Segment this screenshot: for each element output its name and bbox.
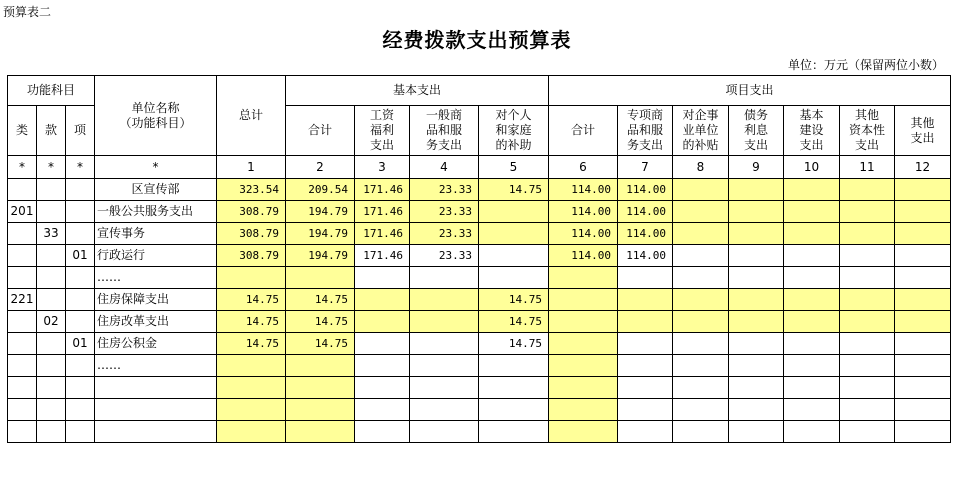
index-cell: 9: [729, 156, 784, 179]
amount-cell: [410, 289, 479, 311]
amount-cell: [729, 421, 784, 443]
unit-name-line1: 单位名称: [131, 100, 180, 115]
amount-cell: 14.75: [217, 311, 286, 333]
code-xiang: [66, 201, 95, 223]
amount-cell: 114.00: [618, 245, 673, 267]
amount-cell: 114.00: [549, 179, 618, 201]
amount-cell: 323.54: [217, 179, 286, 201]
col-kuan: 款: [37, 106, 66, 156]
sheet-label: 预算表二: [3, 5, 52, 19]
code-lei: 221: [8, 289, 37, 311]
amount-cell: 114.00: [549, 245, 618, 267]
amount-cell: [840, 421, 895, 443]
amount-cell: [217, 377, 286, 399]
col-basic-subtotal: 合计: [286, 106, 355, 156]
amount-cell: [618, 421, 673, 443]
amount-cell: [673, 289, 729, 311]
index-cell: *: [37, 156, 66, 179]
table-row: [8, 201, 951, 223]
amount-cell: [479, 267, 549, 289]
index-cell: 10: [784, 156, 840, 179]
code-lei: [8, 179, 37, 201]
amount-cell: [549, 333, 618, 355]
amount-cell: 14.75: [286, 289, 355, 311]
amount-cell: [355, 377, 410, 399]
code-xiang: [66, 223, 95, 245]
amount-cell: 171.46: [355, 223, 410, 245]
amount-cell: [549, 289, 618, 311]
amount-cell: [840, 179, 895, 201]
table-row: [8, 333, 951, 355]
unit-name-cell: 行政运行: [95, 245, 217, 267]
col-wage: 工资 福利 支出: [355, 106, 410, 156]
amount-cell: 14.75: [479, 289, 549, 311]
amount-cell: [784, 179, 840, 201]
index-cell: 11: [840, 156, 895, 179]
index-cell: *: [66, 156, 95, 179]
amount-cell: [840, 289, 895, 311]
amount-cell: [673, 223, 729, 245]
amount-cell: [729, 311, 784, 333]
amount-cell: 14.75: [286, 333, 355, 355]
amount-cell: [549, 267, 618, 289]
code-kuan: [37, 399, 66, 421]
code-lei: [8, 377, 37, 399]
code-kuan: [37, 201, 66, 223]
amount-cell: [549, 355, 618, 377]
code-kuan: [37, 267, 66, 289]
code-kuan: 02: [37, 311, 66, 333]
table-row: [8, 245, 951, 267]
amount-cell: [840, 333, 895, 355]
col-special-goods: 专项商 品和服 务支出: [618, 106, 673, 156]
amount-cell: [673, 267, 729, 289]
amount-cell: 114.00: [549, 201, 618, 223]
amount-cell: [479, 355, 549, 377]
amount-cell: [618, 333, 673, 355]
unit-name-cell: ……: [95, 355, 217, 377]
amount-cell: [895, 333, 951, 355]
amount-cell: 171.46: [355, 245, 410, 267]
amount-cell: [286, 267, 355, 289]
amount-cell: 171.46: [355, 201, 410, 223]
amount-cell: 308.79: [217, 201, 286, 223]
table-row: [8, 179, 951, 201]
amount-cell: [410, 355, 479, 377]
amount-cell: [729, 223, 784, 245]
code-lei: [8, 311, 37, 333]
amount-cell: 14.75: [479, 311, 549, 333]
amount-cell: [355, 267, 410, 289]
amount-cell: 194.79: [286, 245, 355, 267]
code-lei: [8, 421, 37, 443]
budget-table: [7, 75, 951, 443]
amount-cell: [479, 377, 549, 399]
amount-cell: [784, 223, 840, 245]
amount-cell: [895, 267, 951, 289]
index-cell: *: [8, 156, 37, 179]
amount-cell: [729, 399, 784, 421]
index-cell: 4: [410, 156, 479, 179]
amount-cell: [784, 201, 840, 223]
amount-cell: [840, 399, 895, 421]
index-cell: 5: [479, 156, 549, 179]
table-row: [8, 399, 951, 421]
index-cell: 6: [549, 156, 618, 179]
amount-cell: [618, 355, 673, 377]
code-lei: [8, 399, 37, 421]
amount-cell: [479, 399, 549, 421]
code-xiang: [66, 421, 95, 443]
code-lei: [8, 245, 37, 267]
amount-cell: [673, 179, 729, 201]
amount-cell: [618, 377, 673, 399]
total-header: 总计: [217, 76, 286, 156]
unit-note: 单位：万元（保留两位小数）: [787, 58, 944, 72]
table-row: [8, 311, 951, 333]
col-lei: 类: [8, 106, 37, 156]
code-xiang: [66, 399, 95, 421]
col-debt-interest: 债务 利息 支出: [729, 106, 784, 156]
amount-cell: [784, 289, 840, 311]
amount-cell: 23.33: [410, 179, 479, 201]
amount-cell: [618, 311, 673, 333]
amount-cell: 308.79: [217, 223, 286, 245]
unit-name-cell: 区宣传部: [95, 179, 217, 201]
code-kuan: [37, 289, 66, 311]
code-lei: [8, 267, 37, 289]
amount-cell: [549, 377, 618, 399]
unit-name-cell: 住房保障支出: [95, 289, 217, 311]
amount-cell: [673, 245, 729, 267]
amount-cell: [729, 355, 784, 377]
amount-cell: [355, 421, 410, 443]
index-row: [8, 156, 951, 179]
amount-cell: 114.00: [618, 179, 673, 201]
code-lei: [8, 355, 37, 377]
amount-cell: 209.54: [286, 179, 355, 201]
amount-cell: [410, 333, 479, 355]
col-project-subtotal: 合计: [549, 106, 618, 156]
table-row: [8, 267, 951, 289]
amount-cell: [784, 333, 840, 355]
unit-name-cell: 宣传事务: [95, 223, 217, 245]
amount-cell: [729, 333, 784, 355]
amount-cell: [895, 421, 951, 443]
unit-name-line2: （功能科目）: [119, 115, 192, 130]
amount-cell: [217, 421, 286, 443]
amount-cell: [479, 421, 549, 443]
amount-cell: [729, 179, 784, 201]
amount-cell: [673, 377, 729, 399]
unit-name-cell: [95, 399, 217, 421]
amount-cell: [673, 333, 729, 355]
code-xiang: [66, 289, 95, 311]
amount-cell: [355, 289, 410, 311]
unit-name-cell: [95, 377, 217, 399]
amount-cell: [355, 399, 410, 421]
index-cell: 7: [618, 156, 673, 179]
col-construction: 基本 建设 支出: [784, 106, 840, 156]
amount-cell: [286, 421, 355, 443]
amount-cell: [673, 355, 729, 377]
code-kuan: [37, 377, 66, 399]
amount-cell: [549, 399, 618, 421]
table-row: [8, 377, 951, 399]
page-title: 经费拨款支出预算表: [382, 28, 572, 52]
func-subject-header: 功能科目: [8, 76, 95, 106]
amount-cell: [784, 355, 840, 377]
amount-cell: [618, 399, 673, 421]
amount-cell: [895, 201, 951, 223]
table-row: [8, 289, 951, 311]
table-row: [8, 355, 951, 377]
index-cell: 1: [217, 156, 286, 179]
amount-cell: [410, 421, 479, 443]
amount-cell: 14.75: [479, 179, 549, 201]
unit-name-header: [95, 76, 217, 156]
amount-cell: [673, 399, 729, 421]
amount-cell: [217, 399, 286, 421]
amount-cell: [355, 333, 410, 355]
amount-cell: [729, 245, 784, 267]
code-kuan: [37, 355, 66, 377]
amount-cell: [217, 267, 286, 289]
amount-cell: [895, 311, 951, 333]
amount-cell: [895, 245, 951, 267]
project-expenditure-header: 项目支出: [549, 76, 951, 106]
amount-cell: [895, 399, 951, 421]
code-xiang: [66, 355, 95, 377]
amount-cell: [784, 311, 840, 333]
amount-cell: 14.75: [286, 311, 355, 333]
amount-cell: [410, 377, 479, 399]
amount-cell: [355, 311, 410, 333]
amount-cell: 23.33: [410, 223, 479, 245]
code-kuan: [37, 333, 66, 355]
col-goods-services: 一般商 品和服 务支出: [410, 106, 479, 156]
col-personal-subsidy: 对个人 和家庭 的补助: [479, 106, 549, 156]
amount-cell: [784, 377, 840, 399]
amount-cell: [549, 311, 618, 333]
amount-cell: [618, 267, 673, 289]
unit-name-cell: 一般公共服务支出: [95, 201, 217, 223]
amount-cell: [784, 421, 840, 443]
amount-cell: [673, 201, 729, 223]
amount-cell: [840, 311, 895, 333]
amount-cell: [895, 289, 951, 311]
amount-cell: 114.00: [618, 201, 673, 223]
code-lei: [8, 223, 37, 245]
code-xiang: 01: [66, 245, 95, 267]
code-kuan: [37, 179, 66, 201]
amount-cell: 114.00: [549, 223, 618, 245]
index-cell: *: [95, 156, 217, 179]
amount-cell: [618, 289, 673, 311]
amount-cell: [355, 355, 410, 377]
amount-cell: [784, 245, 840, 267]
col-other-capital: 其他 资本性 支出: [840, 106, 895, 156]
unit-name-cell: ……: [95, 267, 217, 289]
amount-cell: [673, 421, 729, 443]
code-lei: [8, 333, 37, 355]
index-cell: 8: [673, 156, 729, 179]
amount-cell: [840, 355, 895, 377]
code-kuan: [37, 421, 66, 443]
amount-cell: [895, 377, 951, 399]
unit-name-cell: [95, 421, 217, 443]
code-kuan: 33: [37, 223, 66, 245]
amount-cell: [286, 377, 355, 399]
code-xiang: [66, 377, 95, 399]
amount-cell: [729, 289, 784, 311]
code-xiang: 01: [66, 333, 95, 355]
code-kuan: [37, 245, 66, 267]
amount-cell: [840, 267, 895, 289]
amount-cell: [549, 421, 618, 443]
amount-cell: [479, 223, 549, 245]
amount-cell: [895, 355, 951, 377]
amount-cell: [729, 377, 784, 399]
amount-cell: [729, 201, 784, 223]
basic-expenditure-header: 基本支出: [286, 76, 549, 106]
amount-cell: [840, 223, 895, 245]
amount-cell: [840, 245, 895, 267]
index-cell: 3: [355, 156, 410, 179]
amount-cell: [895, 179, 951, 201]
col-other: 其他 支出: [895, 106, 951, 156]
amount-cell: [479, 245, 549, 267]
amount-cell: [784, 267, 840, 289]
amount-cell: [410, 399, 479, 421]
amount-cell: 14.75: [217, 333, 286, 355]
amount-cell: 14.75: [217, 289, 286, 311]
amount-cell: 23.33: [410, 201, 479, 223]
amount-cell: 114.00: [618, 223, 673, 245]
amount-cell: [410, 311, 479, 333]
code-xiang: [66, 311, 95, 333]
amount-cell: [286, 355, 355, 377]
unit-name-cell: 住房改革支出: [95, 311, 217, 333]
amount-cell: [895, 223, 951, 245]
unit-name-cell: 住房公积金: [95, 333, 217, 355]
amount-cell: [479, 201, 549, 223]
amount-cell: 14.75: [479, 333, 549, 355]
amount-cell: 23.33: [410, 245, 479, 267]
amount-cell: [286, 399, 355, 421]
index-cell: 12: [895, 156, 951, 179]
amount-cell: [784, 399, 840, 421]
amount-cell: [840, 377, 895, 399]
amount-cell: 171.46: [355, 179, 410, 201]
col-xiang: 项: [66, 106, 95, 156]
amount-cell: [729, 267, 784, 289]
code-lei: 201: [8, 201, 37, 223]
amount-cell: 194.79: [286, 223, 355, 245]
col-enterprise-subsidy: 对企事 业单位 的补贴: [673, 106, 729, 156]
amount-cell: [410, 267, 479, 289]
table-row: [8, 223, 951, 245]
amount-cell: 194.79: [286, 201, 355, 223]
code-xiang: [66, 179, 95, 201]
table-row: [8, 421, 951, 443]
amount-cell: [840, 201, 895, 223]
index-cell: 2: [286, 156, 355, 179]
code-xiang: [66, 267, 95, 289]
amount-cell: 308.79: [217, 245, 286, 267]
amount-cell: [673, 311, 729, 333]
amount-cell: [217, 355, 286, 377]
